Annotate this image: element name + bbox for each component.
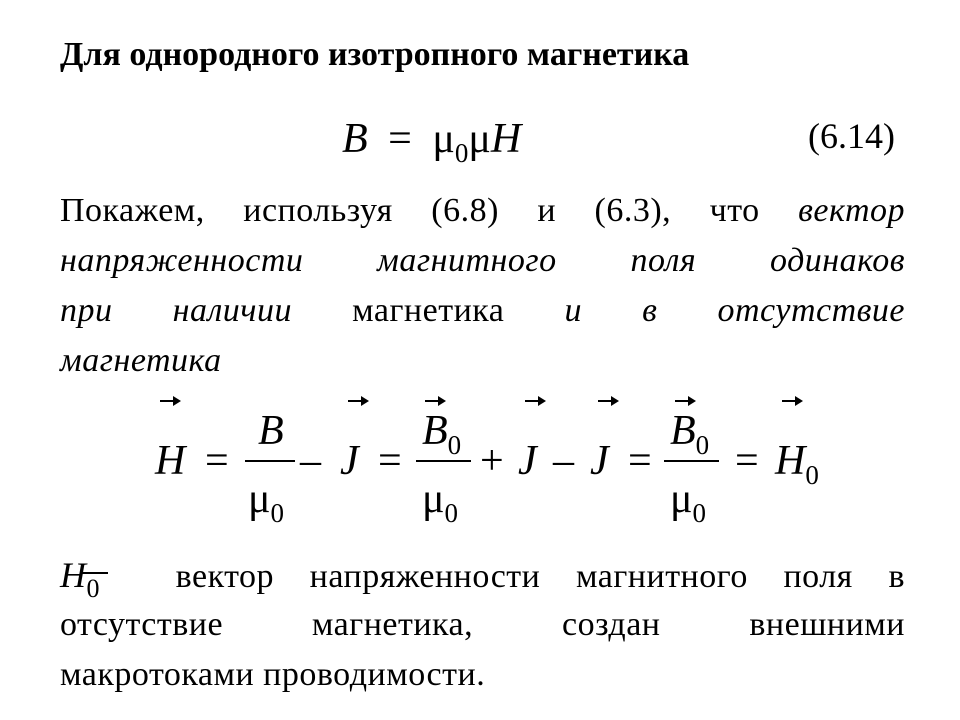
slide-heading: Для однородного изотропного магнетика xyxy=(60,36,690,73)
frac2-numerator xyxy=(422,408,462,460)
eq-mu0: μ xyxy=(432,116,455,162)
frac1-numerator: B xyxy=(258,408,284,454)
vector-arrow xyxy=(348,400,366,402)
frac3-mu-sub: 0 xyxy=(692,498,707,528)
frac2-b-sub: 0 xyxy=(447,430,462,460)
deriv-j-2: J xyxy=(518,438,537,484)
deriv-equals-2: = xyxy=(378,438,402,484)
vector-arrow xyxy=(782,400,800,402)
eq-mu0-sub: 0 xyxy=(454,138,469,168)
deriv-h: H xyxy=(155,438,186,484)
deriv-j-1: J xyxy=(340,438,359,484)
deriv-equals-1: = xyxy=(205,438,229,484)
p1-text-3c: и в отсутствие xyxy=(564,292,905,329)
frac1-bar xyxy=(245,460,295,462)
p2-line-3: макротоками проводимости. xyxy=(60,656,486,693)
frac2-b: B xyxy=(422,408,448,454)
deriv-j-3: J xyxy=(590,438,609,484)
p1-line-1 xyxy=(60,186,905,236)
eq-equals: = xyxy=(388,116,412,162)
frac1-mu-sub: 0 xyxy=(270,498,285,528)
eq-h: H xyxy=(490,116,522,162)
equation-6-14 xyxy=(342,116,522,168)
deriv-h0-sub: 0 xyxy=(805,460,819,490)
frac2-mu-sub: 0 xyxy=(444,498,459,528)
eq-mu: μ xyxy=(468,116,491,162)
deriv-equals-3: = xyxy=(628,438,652,484)
vector-arrow xyxy=(675,400,693,402)
frac1-denominator xyxy=(248,476,285,528)
p1-line-3 xyxy=(60,286,905,336)
paragraph-1 xyxy=(60,186,905,386)
p2-h0-sub: 0 xyxy=(86,574,100,603)
p2-text-1: вектор напряженности магнитного поля в xyxy=(140,558,905,595)
frac3-denominator xyxy=(670,476,707,528)
p1-text-3b: магнетика xyxy=(292,292,565,329)
frac2-mu: μ xyxy=(422,476,445,522)
p1-text-3a: при наличии xyxy=(60,292,293,329)
p2-line-1 xyxy=(60,550,905,603)
deriv-plus: + xyxy=(480,438,504,484)
eq-b: B xyxy=(342,116,368,162)
vector-arrow xyxy=(425,400,443,402)
p1-line-2 xyxy=(60,236,905,286)
deriv-h0-symbol: H xyxy=(775,438,806,484)
frac3-bar xyxy=(664,460,719,462)
p2-h0-letter: H xyxy=(60,555,87,595)
p1-text-2: напряженности магнитного поля одинаков xyxy=(60,242,905,279)
frac3-b-sub: 0 xyxy=(695,430,710,460)
p2-h0-arrow xyxy=(82,572,108,574)
deriv-minus-1: – xyxy=(300,438,321,484)
deriv-h0 xyxy=(775,438,819,490)
p2-h0-symbol xyxy=(60,550,140,604)
equation-number: (6.14) xyxy=(808,116,895,156)
frac3-numerator xyxy=(670,408,710,460)
p1-text-1a: Покажем, используя (6.8) и (6.3), что xyxy=(60,192,799,229)
p1-text-1b: вектор xyxy=(798,192,905,229)
p1-text-4: магнетика xyxy=(60,342,222,379)
frac2-denominator xyxy=(422,476,459,528)
vector-arrow xyxy=(160,400,178,402)
frac1-mu: μ xyxy=(248,476,271,522)
deriv-equals-4: = xyxy=(735,438,759,484)
p2-line-2: отсутствие магнетика, создан внешними xyxy=(60,606,905,643)
frac2-bar xyxy=(416,460,471,462)
vector-arrow xyxy=(525,400,543,402)
frac3-b: B xyxy=(670,408,696,454)
deriv-minus-2: – xyxy=(553,438,574,484)
frac3-mu: μ xyxy=(670,476,693,522)
paragraph-2 xyxy=(60,550,905,700)
vector-arrow xyxy=(598,400,616,402)
p1-line-4 xyxy=(60,336,905,386)
